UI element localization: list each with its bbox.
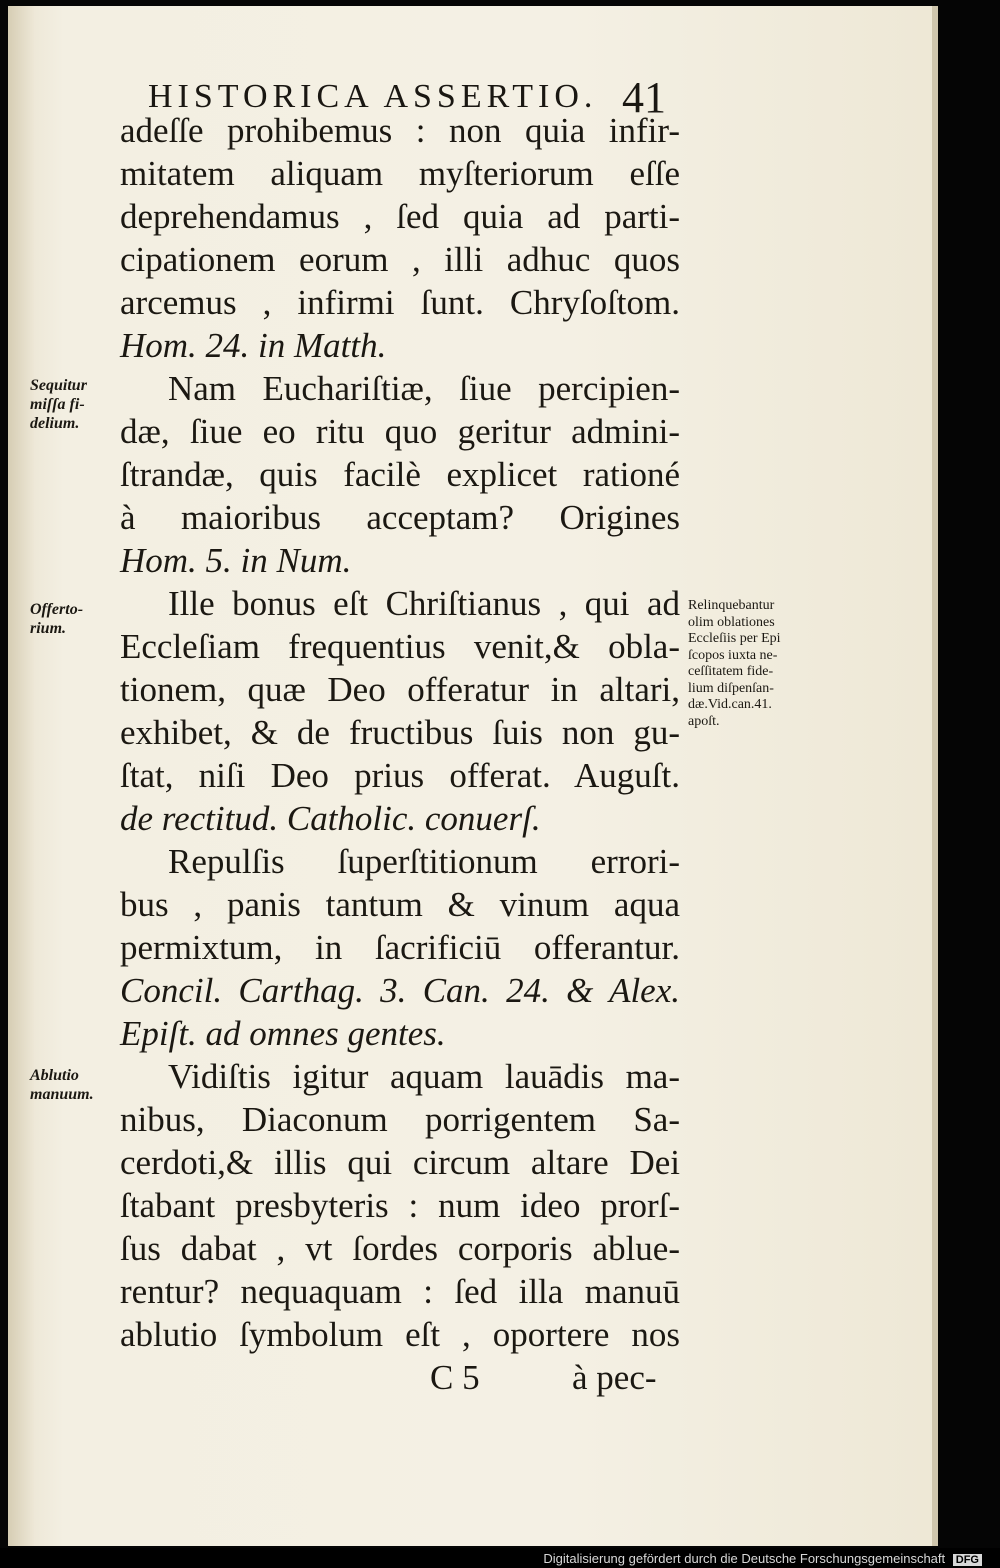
text-line: mitatem aliquam myſteriorum eſſe: [120, 154, 680, 193]
text-line: ſus dabat , vt ſordes corporis ablue-: [120, 1229, 680, 1268]
citation-line: Hom. 5. in Num.: [120, 541, 352, 580]
text-line: permixtum, in ſacrificiū offerantur.: [120, 928, 680, 967]
text-line: ablutio ſymbolum eſt , oportere nos: [120, 1315, 680, 1354]
margin-note-right: [688, 598, 836, 730]
text-line: bus , panis tantum & vinum aqua: [120, 885, 680, 924]
margin-note-line: olim oblationes: [688, 614, 775, 630]
margin-note-line: lium diſpenſan-: [688, 680, 774, 696]
footer-credit: Digitalisierung gefördert durch die Deutsche Forschungsgemeinschaft: [543, 1551, 946, 1566]
margin-note-line: apoſt.: [688, 713, 720, 729]
text-line: adeſſe prohibemus : non quia infir-: [120, 111, 680, 150]
margin-note-line: manuum.: [30, 1086, 94, 1103]
text-line: ſtat, niſi Deo prius offerat. Auguſt.: [120, 756, 680, 795]
margin-note-line: rium.: [30, 620, 67, 637]
dfg-logo: DFG: [953, 1554, 982, 1566]
text-line: cipationem eorum , illi adhuc quos: [120, 240, 680, 279]
citation-line: de rectitud. Catholic. conuerſ.: [120, 799, 541, 838]
text-line: nibus, Diaconum porrigentem Sa-: [120, 1100, 680, 1139]
margin-note-line: miſſa fi-: [30, 396, 85, 413]
signature-mark: C 5: [430, 1358, 480, 1397]
margin-note-left: [30, 376, 87, 433]
margin-note-line: Eccleſiis per Epi: [688, 631, 781, 646]
text-line: ſtrandæ, quis facilè explicet rationé: [120, 455, 680, 494]
footer: [543, 1551, 982, 1566]
margin-note-line: delium.: [30, 415, 80, 432]
text-line: rentur? nequaquam : ſed illa manuū: [120, 1272, 680, 1311]
margin-note-line: Offerto-: [30, 601, 84, 618]
margin-note-left: [30, 600, 83, 638]
text-line: exhibet, & de fructibus ſuis non gu-: [120, 713, 680, 752]
page-gutter: [8, 6, 34, 1546]
margin-note-line: ceſſitatem fide-: [688, 664, 774, 679]
running-header: HISTORICA ASSERTIO.: [148, 78, 598, 115]
margin-note-line: Ablutio: [30, 1067, 79, 1084]
margin-note-line: Sequitur: [30, 377, 87, 394]
text-line: arcemus , infirmi ſunt. Chryſoſtom.: [120, 283, 680, 322]
paragraph-start-line: Nam Euchariſtiæ, ſiue percipien-: [168, 369, 680, 408]
text-line: deprehendamus , ſed quia ad parti-: [120, 197, 680, 236]
paragraph-start-line: Vidiſtis igitur aquam lauādis ma-: [168, 1057, 680, 1096]
text-line: à maioribus acceptam? Origines: [120, 498, 680, 537]
text-line: Eccleſiam frequentius venit,& obla-: [120, 627, 680, 666]
margin-note-line: ſcopos iuxta ne-: [688, 647, 778, 663]
paragraph-start-line: Ille bonus eſt Chriſtianus , qui ad: [168, 584, 680, 623]
citation-line: Epiſt. ad omnes gentes.: [120, 1014, 446, 1053]
text-line: tionem, quæ Deo offeratur in altari,: [120, 670, 680, 709]
citation-line: Hom. 24. in Matth.: [120, 326, 387, 365]
page-number: 41: [622, 73, 666, 122]
margin-note-line: Relinquebantur: [688, 598, 775, 613]
margin-note-line: dæ.Vid.can.41.: [688, 697, 772, 712]
citation-line: Concil. Carthag. 3. Can. 24. & Alex.: [120, 971, 680, 1010]
text-line: dæ, ſiue eo ritu quo geritur admini-: [120, 412, 680, 451]
text-line: cerdoti,& illis qui circum altare Dei: [120, 1143, 680, 1182]
margin-note-left: [30, 1066, 94, 1104]
paragraph-start-line: Repulſis ſuperſtitionum errori-: [168, 842, 680, 881]
catchword: à pec-: [572, 1358, 657, 1397]
text-line: ſtabant presbyteris : num ideo prorſ-: [120, 1186, 680, 1225]
